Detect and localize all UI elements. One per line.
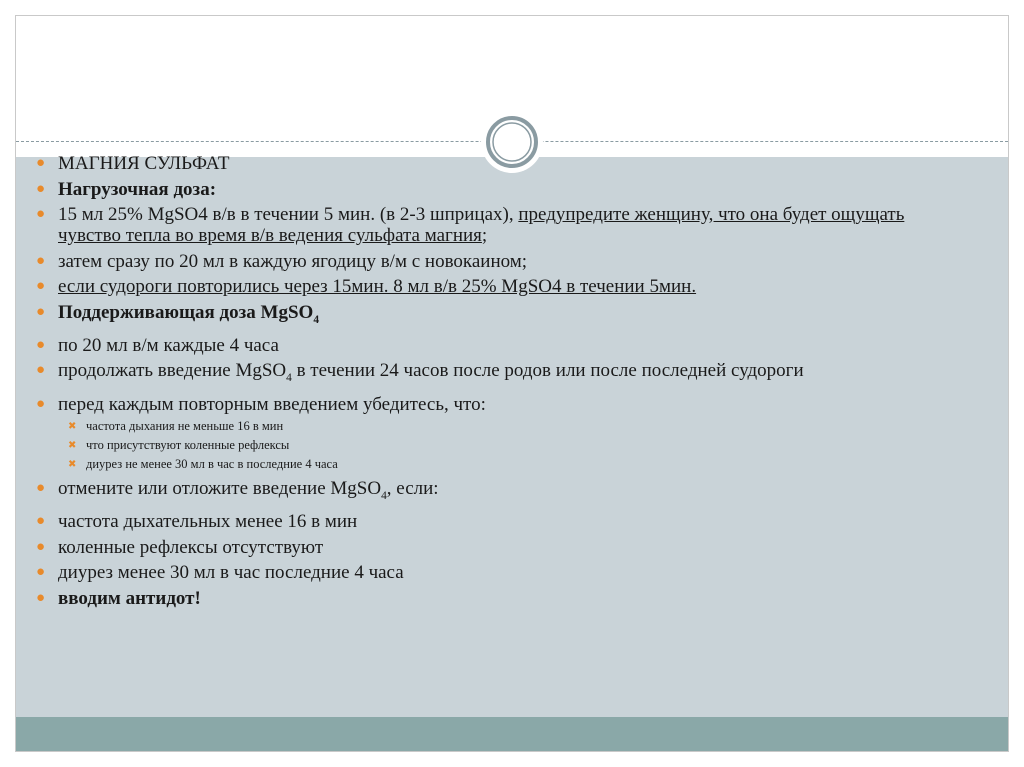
bullet-dot-icon: ● <box>36 252 46 269</box>
sub-list-item: ✖ частота дыхания не меньше 16 в мин <box>58 417 966 436</box>
list-item: ● диурез менее 30 мл в час последние 4 часа <box>36 562 404 584</box>
x-bullet-icon: ✖ <box>68 439 77 451</box>
bullet-dot-icon: ● <box>36 395 46 412</box>
bullet-dot-icon: ● <box>36 589 46 606</box>
list-item: ● продолжать введение MgSO$_4$ в течении 24 часов после родов или после последней судороги <box>36 360 804 385</box>
list-item: ● частота дыхательных менее 16 в мин <box>36 511 358 533</box>
list-item: ● если судороги повторились через 15мин. 8 мл в/в 25% MgSO4 в течении 5мин. <box>36 276 697 297</box>
sub-list-item: ✖ диурез не менее 30 мл в час в последние 4 часа <box>58 455 966 474</box>
footer-bar <box>16 717 1008 752</box>
bullet-dot-icon: ● <box>36 336 46 353</box>
sub-list-item: ✖ что присутствуют коленные рефлексы <box>58 436 966 455</box>
list-item: ● коленные рефлексы отсутствуют <box>36 536 324 558</box>
bullet-dot-icon: ● <box>36 180 46 197</box>
sub-list <box>58 417 966 474</box>
x-bullet-icon: ✖ <box>68 458 77 470</box>
x-bullet-icon: ✖ <box>68 420 77 432</box>
list-item: ● Поддерживающая доза MgSO$_4$ <box>36 301 320 326</box>
list-item: ● 15 мл 25% MgSO4 в/в в течении 5 мин. (в 2-3 шприцах), предупредите женщину, что она будет ощущать чувство тепла во время в/в ведения сульфата магния; <box>36 204 905 246</box>
list-item: ● затем сразу по 20 мл в каждую ягодицу в/м с новокаином; <box>36 250 528 272</box>
list-item: ● перед каждым повторным введением убедитесь, что: ✖ частота дыхания не меньше 16 в мин ✖ что присутствуют коленные рефлексы ✖ диурез не менее 30 мл в час в последние 4 часа <box>36 394 966 474</box>
bullet-dot-icon: ● <box>36 206 46 222</box>
list-item: ● вводим антидот! <box>36 587 201 609</box>
bullet-list <box>36 153 966 613</box>
bullet-dot-icon: ● <box>36 362 46 379</box>
list-item: ● по 20 мл в/м каждые 4 часа <box>36 334 279 356</box>
list-item: ● отмените или отложите введение MgSO$_4$, если: <box>36 478 439 502</box>
bullet-dot-icon: ● <box>36 303 46 320</box>
bullet-dot-icon: ● <box>36 538 46 555</box>
bullet-dot-icon: ● <box>36 513 46 530</box>
bullet-dot-icon: ● <box>36 278 46 294</box>
list-item: ● Нагрузочная доза: <box>36 178 217 200</box>
bullet-dot-icon: ● <box>36 480 46 497</box>
bullet-dot-icon: ● <box>36 564 46 581</box>
list-item: ● МАГНИЯ СУЛЬФАТ <box>36 153 230 174</box>
bullet-dot-icon: ● <box>36 155 46 171</box>
